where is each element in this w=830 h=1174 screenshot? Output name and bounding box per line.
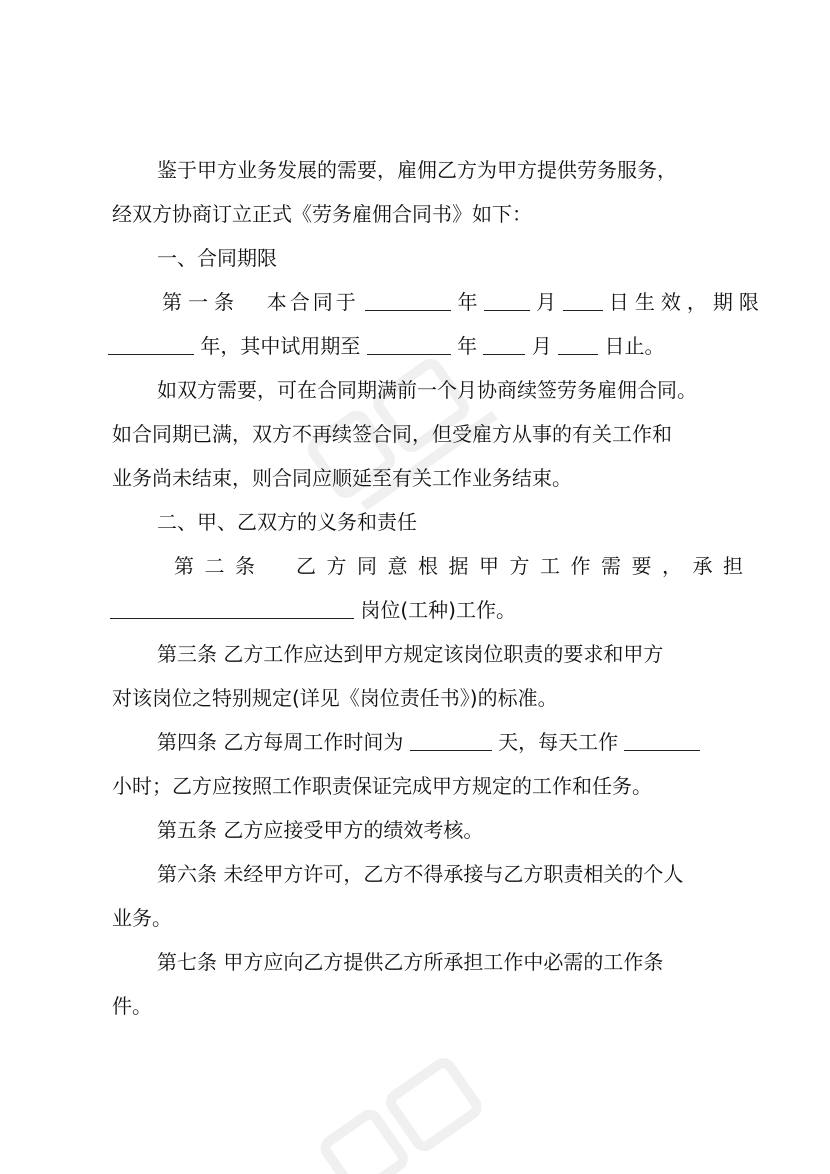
article-2: [112, 544, 754, 632]
article-1-text-f: 日止。: [604, 334, 665, 358]
days-per-week-blank[interactable]: [410, 728, 492, 751]
probation-month-blank[interactable]: [483, 332, 525, 355]
article-2-suffix: 岗位(工种)工作。: [360, 598, 516, 622]
article-1-label: 第一条: [162, 290, 240, 314]
article-7-line-1: 第七条 甲方应向乙方提供乙方所承担工作中必需的工作条: [157, 950, 664, 974]
start-month-blank[interactable]: [484, 288, 530, 311]
article-1: [112, 280, 765, 368]
article-5: 第五条 乙方应接受甲方的绩效考核。: [157, 818, 484, 842]
probation-day-blank[interactable]: [558, 332, 598, 355]
intro-line-2: 经双方协商订立正式《劳务雇佣合同书》如下：: [112, 202, 532, 226]
hours-per-day-blank[interactable]: [624, 728, 700, 751]
article-4-line-2: 小时；乙方应按照工作职责保证完成甲方规定的工作和任务。: [112, 774, 652, 798]
position-blank[interactable]: [110, 596, 354, 619]
article-4: [112, 720, 742, 808]
intro-paragraph: [112, 148, 742, 236]
article-6: [112, 852, 742, 940]
article-3-line-2: 对该岗位之特别规定(详见《岗位责任书》)的标准。: [112, 686, 558, 710]
article-3-line-1: 第三条 乙方工作应达到甲方规定该岗位职责的要求和甲方: [157, 642, 664, 666]
intro-line-1: 鉴于甲方业务发展的需要，雇佣乙方为甲方提供劳务服务，: [157, 158, 677, 182]
article-6-line-1: 第六条 未经甲方许可，乙方不得承接与乙方职责相关的个人: [157, 862, 684, 886]
article-2-line-1: 第二条 乙方同意根据甲方工作需要，承担: [174, 554, 754, 578]
renewal-paragraph: [112, 368, 742, 500]
article-1-unit-month: 月: [536, 290, 557, 314]
start-day-blank[interactable]: [563, 288, 603, 311]
renewal-line-3: 业务尚未结束，则合同应顺延至有关工作业务结束。: [112, 466, 572, 490]
article-1-text-e: 月: [531, 334, 552, 358]
section-heading-term: 一、合同期限: [157, 246, 277, 270]
article-1-text-b: 日生效，期限: [608, 290, 765, 314]
article-4-line-1: [112, 720, 742, 764]
term-years-blank[interactable]: [108, 332, 194, 355]
article-7-line-2: 件。: [112, 994, 152, 1018]
article-1-line-2: [108, 324, 742, 368]
article-1-text-a: 本合同于: [266, 290, 359, 314]
article-7: [112, 940, 742, 1028]
article-1-text-c: 年，其中试用期至: [200, 334, 361, 358]
article-1-text-d: 年: [457, 334, 478, 358]
article-1-unit-year: 年: [457, 290, 478, 314]
probation-year-blank[interactable]: [367, 332, 451, 355]
article-3: [112, 632, 742, 720]
watermark-mark-bottom: [300, 1040, 530, 1174]
article-2-line-2: [110, 588, 742, 632]
article-4-text-b: 天，每天工作: [498, 730, 619, 754]
start-year-blank[interactable]: [365, 288, 451, 311]
section-heading-obligations: 二、甲、乙双方的义务和责任: [157, 510, 417, 534]
renewal-line-1: 如双方需要，可在合同期满前一个月协商续签劳务雇佣合同。: [157, 378, 697, 402]
article-4-text-a: 第四条 乙方每周工作时间为: [157, 730, 404, 754]
article-1-line-1: [112, 280, 765, 324]
renewal-line-2: 如合同期已满，双方不再续签合同，但受雇方从事的有关工作和: [112, 422, 672, 446]
article-6-line-2: 业务。: [112, 906, 172, 930]
